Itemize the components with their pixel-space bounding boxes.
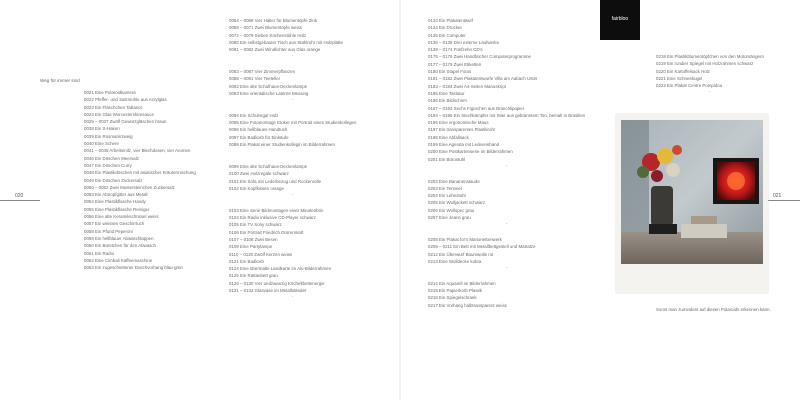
page-number-left: 020 — [15, 193, 24, 199]
intro-heading: Weg für immer sind — [40, 78, 80, 83]
inventory-item: 0214 Ein Aquarell im Bilderrahmen — [428, 280, 496, 286]
inventory-item: 0024 Ein Glas Worcestershiresauce — [84, 111, 154, 117]
inventory-item: 0124 Eine übermalte Landkarte im Alu-Bilderrahmen — [229, 266, 332, 272]
inventory-item: 0213 Eine Wolldecke kobra — [428, 258, 482, 264]
inventory-item: 0196 Eine ergonomische Maus — [428, 120, 489, 126]
inventory-item: 0050 – 0052 Zwei Mustersteinchen Zuckersalz — [84, 184, 175, 190]
inventory-item: 0100 Zwei Holzregale schwarz — [229, 171, 289, 177]
book-gutter — [399, 0, 401, 400]
inventory-item: 0220 Ein Kartoffelsack Holz — [656, 68, 710, 74]
inventory-item: 0095 Eine Fotomontage Etoker mit Portrait eines Studienkollegen — [229, 120, 357, 126]
inventory-item: 0053 Ein Abtropfgitter aus Metall — [84, 192, 148, 198]
inventory-item: 0177 – 0179 Zwei Etiketten — [428, 61, 482, 67]
inventory-item: 0221 Eine Schneekugel — [656, 75, 703, 81]
inventory-item: 0059 Ein hellblauer Abwaschlappen — [84, 235, 154, 241]
inventory-item: 0125 Ein Rattanbett grau — [229, 273, 278, 279]
inventory-item: 0055 Eine Plastikflasche Reiniger — [84, 206, 150, 212]
inventory-item: 0200 Eine Postkartenserie im Bilderrahmen — [428, 149, 513, 155]
inventory-item: 0183 – 0184 Zwei A4-Seiten Manuskript — [428, 83, 506, 89]
spacer — [229, 105, 356, 112]
inventory-item: 0057 Ein weisses Geschirrtuch — [84, 221, 145, 227]
inventory-item: 0216 Ein Spiegelschrank — [428, 295, 477, 301]
inventory-item: 0203 Ein Tennnel — [428, 185, 462, 191]
inventory-item: 0104 Ein Radio inklusive CD-Player schwarz — [229, 215, 316, 221]
inventory-item: 0136 – 0138 Drei externe Laufwerke — [428, 39, 500, 45]
spacer — [428, 229, 585, 236]
inventory-item: 0099 Eine alte Schulhaus-Deckenlampe — [229, 163, 308, 169]
inventory-item: 0083 – 0087 Vier Zimmerpflanzen — [229, 69, 296, 75]
inventory-item: 0198 Eine Abfallsack — [428, 134, 469, 140]
inventory-item: 0063 Ein zugeschnittener Duschvorhang blau-grün — [84, 265, 183, 271]
brand-tab: fairbloo — [600, 0, 640, 40]
inventory-item: 0219 Ein rundier Spiegel mit Holzrahmen schwarz — [656, 61, 754, 67]
inventory-item: 0088 – 0091 Vier Teeteller — [229, 76, 281, 82]
inventory-item: 0093 Eine orientalische Laterne Messing — [229, 90, 309, 96]
inventory-column-3 — [428, 17, 585, 309]
inventory-item: 0047 Ein Döschen Curry — [84, 162, 132, 168]
inventory-item: 0064 – 0068 Vier Halter für Blumentöpfe Zink — [229, 18, 318, 23]
inventory-item: 0021 Eine Polaroidkamera — [84, 90, 136, 95]
inventory-item: 0199 Eine Agenda mit Ledereinband — [428, 142, 500, 148]
spacer — [428, 170, 585, 177]
inventory-item: 0197 Ein transparentes Plastikrohr — [428, 127, 496, 133]
inventory-item: 0072 – 0079 Sieben Küchenstühle Holz — [229, 32, 307, 38]
inventory-item: 0062 Eine Cimbali Kaffeemaschine — [84, 257, 153, 263]
inventory-item: 0135 Ein Computer — [428, 32, 466, 38]
inventory-item: 0049 Ein Döschen Zuckersalz — [84, 177, 143, 183]
inventory-item: 0107 – 0108 Zwei Besen — [229, 236, 278, 242]
inventory-item: 0209 – 0211 Ein Bett mit Metallbettgestell und Matratze — [428, 244, 536, 250]
page-number-right: 021 — [773, 193, 782, 199]
inventory-item: 0039 Ein Rosmarinzweig — [84, 133, 133, 139]
inventory-item: 0205 Ein Wolljackett schwarz — [428, 200, 486, 206]
inventory-item: 0061 Ein Radio — [84, 250, 115, 256]
inventory-item: 0060 Ein Bürstchen für den Abwasch — [84, 243, 157, 249]
inventory-item: 0201 Ein Bürostuhl — [428, 156, 466, 162]
section-marker: · — [505, 162, 508, 169]
inventory-item: 0134 Ein Drucker — [428, 25, 462, 31]
section-marker: · — [291, 192, 294, 199]
inventory-item: 0181 – 0182 Zwei Plakatentwurfe Villa am Aabach Uster — [428, 76, 538, 82]
inventory-item: 0208 Ein Plakat for's Marionettenwerk — [428, 236, 502, 242]
inventory-item: 0185 Eine Tastatur — [428, 90, 465, 96]
inventory-item: 0187 – 0193 Sechs Figürchen aus Branchlipapier — [428, 105, 525, 111]
inventory-item: 0097 Ein Badkorb für Einkäufe — [229, 134, 289, 140]
inventory-item: 0215 Ein Papierkorb Plastik — [428, 287, 482, 293]
inventory-item: 0186 Ein Bildschirm — [428, 98, 467, 104]
spacer — [229, 156, 356, 163]
inventory-item: 0194 – 0195 Ein Stechkämpfer mit Stier aus gebranntem Ton, bemalt in Brasilien — [428, 112, 586, 118]
inventory-item: 0105 Ein TV Sony schwarz — [229, 222, 282, 228]
inventory-item: 0217 Ein Vorhang halbtransparent weiss — [428, 302, 507, 308]
inventory-item: 0054 Eine Plastikflasche Handy — [84, 199, 146, 205]
room-photo — [621, 120, 763, 264]
inventory-item: 0092 Eine alte Schulhaus-Deckenlampe — [229, 83, 308, 89]
inventory-item: 0126 – 0130 Vier undzwanzig Köcheltbettenergie — [229, 280, 325, 286]
section-marker: · — [291, 97, 294, 104]
inventory-item: 0101 Ein Sofa mit Lederbezug und Rockenrolle — [229, 178, 322, 184]
section-marker: · — [291, 294, 294, 301]
spacer — [428, 272, 585, 279]
inventory-item: 0080 Ein selbstgebauter Tisch aus Stahlrohr mit Holzplatte — [229, 39, 343, 45]
inventory-item: 0206 Ein Wollspec grau — [428, 207, 475, 213]
section-marker: · — [291, 53, 294, 60]
inventory-item: 0069 – 0071 Zwei Blumentöpfe weiss — [229, 25, 302, 31]
inventory-item: 0106 Ein Portrait Friedrich Dürrenmatt — [229, 229, 304, 235]
inventory-item: 0180 Ein Stapel Fotos — [428, 69, 472, 75]
inventory-item: 0038 Ein S-Haken — [84, 126, 120, 132]
inventory-item: 0212 Ein Überwurf Baumwolle rot — [428, 251, 494, 257]
inventory-item: 0175 – 0176 Zwei Handbücher Computerprogramme — [428, 54, 531, 60]
section-marker: · — [505, 265, 508, 272]
inventory-item: 0022 Pfeffer- und Salzmühle aus Acrylglas — [84, 97, 167, 103]
inventory-item: 0098 Ein Plakat einer Studienkollegin im Bilderrahmen — [229, 142, 335, 148]
inventory-item: 0025 – 0037 Zwölf Gewürzgläschen braun — [84, 119, 167, 125]
inventory-item: 0046 Ein Döschen Meersalz — [84, 155, 139, 161]
inventory-item: 0096 Ein hellblaues Handtuch — [229, 127, 288, 133]
inventory-item: 0110 – 0120 Zwölf Kerzen weiss — [229, 251, 293, 257]
inventory-item: 0133 Ein Plakatentwurf — [428, 18, 474, 23]
page-rule-right — [768, 200, 800, 201]
section-marker: · — [505, 221, 508, 228]
spacer — [229, 61, 356, 68]
spacer — [229, 199, 356, 206]
inventory-item: 0040 Eine Schere — [84, 141, 119, 147]
inventory-item: 0081 – 0082 Zwei Windlichter aus Glas orange — [229, 47, 321, 53]
inventory-item: 0058 Ein Pfund Peperoni — [84, 228, 133, 234]
inventory-item: 0121 Ein Badkorb — [229, 258, 264, 264]
inventory-item: 0131 – 0132 Glasvase im Metallständer — [229, 287, 307, 293]
inventory-column-4 — [656, 53, 764, 97]
room-photo-illustration — [621, 120, 763, 264]
inventory-item: 0109 Eine Partylampe — [229, 244, 273, 250]
inventory-item: 0222 Ein Plakat Centre Pompidou — [656, 83, 723, 89]
inventory-item: 0056 Eine alte Keramikschüssel weiss — [84, 214, 159, 220]
inventory-item: 0139 – 0174 Fünfzehn CD's — [428, 47, 483, 53]
inventory-item: 0218 Ein Plastikblumentöpfchen von den Motorsängern — [656, 54, 764, 59]
section-marker: · — [291, 148, 294, 155]
inventory-column-2 — [229, 17, 356, 302]
polaroid-photo — [616, 114, 768, 293]
photo-caption: Sonst man zumindest auf diesen Polaroids erkennen kann. — [656, 307, 771, 312]
section-marker: · — [709, 89, 711, 96]
inventory-item: 0041 – 0045 Arbeitsmilz, vier Blechdosen, vier Aromen — [84, 148, 191, 154]
inventory-column-1 — [84, 89, 196, 271]
inventory-item: 0202 Eine Bananenstaude — [428, 178, 480, 184]
inventory-item: 0094 Ein Schulregal Holz — [229, 112, 279, 118]
page-rule-left — [0, 200, 40, 201]
inventory-item: 0102 Ein Kopfkissen orange — [229, 185, 284, 191]
inventory-item: 0048 Ein Plastikdöschen mit asiatischer Kräutermischung — [84, 170, 196, 176]
inventory-item: 0204 Ein Lehnstuhl — [428, 193, 466, 199]
inventory-item: 0103 Eine Serie Bildmontagen einer Minutenbrin — [229, 207, 324, 213]
inventory-item: 0023 Ein Fläschchen Tabasco — [84, 104, 143, 110]
inventory-item: 0207 Eine Jeans grau — [428, 215, 471, 221]
